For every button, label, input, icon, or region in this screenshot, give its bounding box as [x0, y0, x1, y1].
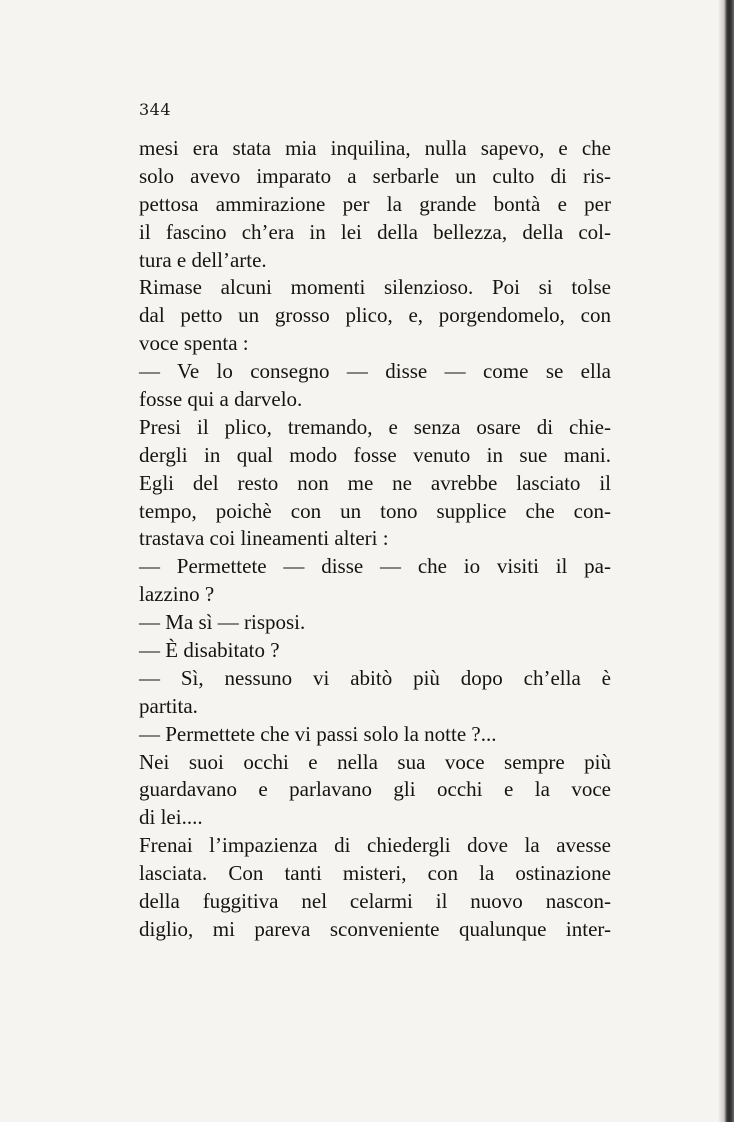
text-line: lasciata. Con tanti misteri, con la ostinazione	[139, 861, 611, 886]
text-line: dal petto un grosso plico, e, porgendomelo, con	[139, 303, 611, 328]
text-line: lazzino ?	[139, 582, 215, 607]
text-line: mesi era stata mia inquilina, nulla sapevo, e che	[139, 136, 611, 160]
text-line: Egli del resto non me ne avrebbe lasciato il	[139, 470, 611, 495]
text-line: di lei....	[139, 805, 203, 830]
text-line: — Ma sì — risposi.	[139, 610, 306, 635]
text-line: il fascino ch’era in lei della bellezza, della col-	[139, 219, 611, 244]
text-line: — Ve lo consegno — disse — come se ella	[139, 359, 611, 384]
text-line: guardavano e parlavano gli occhi e la voce	[139, 777, 611, 802]
text-line: pettosa ammirazione per la grande bontà e per	[139, 191, 611, 216]
text-line: — Sì, nessuno vi abitò più dopo ch’ella è	[139, 665, 611, 690]
page-edge-shadow	[718, 0, 734, 1122]
text-line: tura e dell’arte.	[139, 247, 267, 272]
text-line: — È disabitato ?	[139, 638, 280, 663]
text-line: voce spenta :	[139, 331, 249, 356]
page-number: 344	[139, 100, 172, 119]
text-line: dergli in qual modo fosse venuto in sue mani.	[139, 442, 611, 467]
text-line: Frenai l’impazienza di chiedergli dove la avesse	[139, 833, 611, 858]
text-line: — Permettete — disse — che io visiti il pa-	[139, 554, 611, 579]
text-line: trastava coi lineamenti alteri :	[139, 526, 389, 551]
text-line: tempo, poichè con un tono supplice che con-	[139, 498, 611, 523]
text-line: Rimase alcuni momenti silenzioso. Poi si tolse	[139, 275, 611, 300]
body-text	[139, 135, 611, 944]
text-line: diglio, mi pareva sconveniente qualunque inter-	[139, 916, 611, 941]
text-line: solo avevo imparato a serbarle un culto di ris-	[139, 163, 611, 188]
text-line: Nei suoi occhi e nella sua voce sempre più	[139, 749, 611, 774]
text-line: fosse qui a darvelo.	[139, 387, 303, 412]
text-line: — Permettete che vi passi solo la notte ?...	[139, 721, 497, 746]
text-line: partita.	[139, 693, 198, 718]
text-line: della fuggitiva nel celarmi il nuovo nascon-	[139, 889, 611, 914]
text-line: Presi il plico, tremando, e senza osare di chie-	[139, 414, 611, 439]
